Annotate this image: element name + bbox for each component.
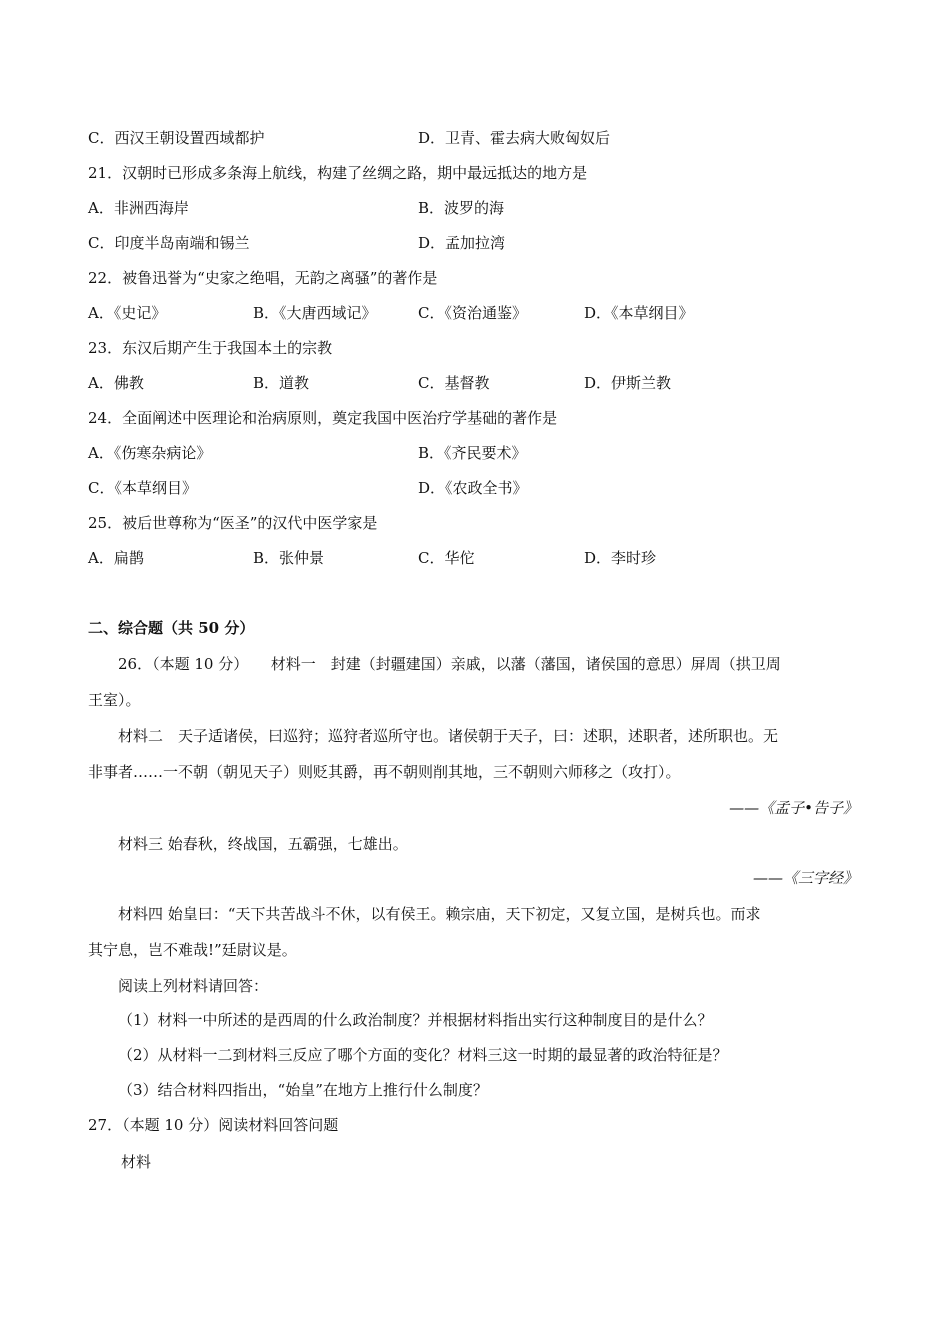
q21-option-d: D．孟加拉湾 <box>418 234 506 252</box>
q27-stem: 27．（本题 10 分）阅读材料回答问题 <box>88 1116 339 1134</box>
q25-stem: 25．被后世尊称为“医圣”的汉代中医学家是 <box>88 514 378 532</box>
q22-option-b: B．《大唐西域记》 <box>253 304 377 322</box>
q24-option-c: C．《本草纲目》 <box>88 479 197 497</box>
q22-option-d: D．《本草纲目》 <box>584 304 694 322</box>
q26-material-2-source: ——《孟子•告子》 <box>729 799 858 817</box>
section-heading: 二、综合题（共 50 分） <box>88 619 255 637</box>
q26-subquestion-3: （3）结合材料四指出，“始皇”在地方上推行什么制度？ <box>118 1081 488 1099</box>
q20-option-c: C．西汉王朝设置西域都护 <box>88 129 265 147</box>
q21-option-b: B．波罗的海 <box>418 199 505 217</box>
q26-material-3: 材料三 始春秋，终战国，五霸强，七雄出。 <box>118 835 408 853</box>
q24-option-a: A．《伤寒杂病论》 <box>88 444 212 462</box>
q21-option-c: C．印度半岛南端和锡兰 <box>88 234 250 252</box>
q26-material-3-source: ——《三字经》 <box>752 869 858 887</box>
q22-option-a: A．《史记》 <box>88 304 167 322</box>
q23-option-a: A．佛教 <box>88 374 144 392</box>
q25-option-d: D．李时珍 <box>584 549 657 567</box>
q23-option-b: B．道教 <box>253 374 310 392</box>
q26-material-2-line2: 非事者……一不朝（朝见天子）则贬其爵，再不朝则削其地，三不朝则六师移之（攻打）。 <box>88 763 681 781</box>
q26-subquestion-1: （1）材料一中所述的是西周的什么政治制度？并根据材料指出实行这种制度目的是什么？ <box>118 1011 713 1029</box>
q26-material-2-line1: 材料二 天子适诸侯，曰巡狩；巡狩者巡所守也。诸侯朝于天子，曰：述职，述职者，述所职也。无 <box>118 727 779 745</box>
q26-material-1-line2: 王室）。 <box>88 691 141 709</box>
q20-option-d: D．卫青、霍去病大败匈奴后 <box>418 129 611 147</box>
q25-option-c: C．华佗 <box>418 549 475 567</box>
q21-option-a: A．非洲西海岸 <box>88 199 189 217</box>
q22-stem: 22．被鲁迅誉为“史家之绝唱，无韵之离骚”的著作是 <box>88 269 438 287</box>
q24-option-d: D．《农政全书》 <box>418 479 528 497</box>
q26-prompt: 阅读上列材料请回答： <box>118 977 269 995</box>
q24-option-b: B．《齐民要术》 <box>418 444 527 462</box>
q23-option-d: D．伊斯兰教 <box>584 374 672 392</box>
q25-option-b: B．张仲景 <box>253 549 325 567</box>
q22-option-c: C．《资治通鉴》 <box>418 304 527 322</box>
q27-material-label: 材料 <box>121 1153 152 1171</box>
q23-option-c: C．基督教 <box>418 374 490 392</box>
q23-stem: 23．东汉后期产生于我国本土的宗教 <box>88 339 333 357</box>
q26-material-4-line2: 其宁息，岂不难哉!”廷尉议是。 <box>88 941 297 959</box>
q26-subquestion-2: （2）从材料一二到材料三反应了哪个方面的变化？材料三这一时期的最显著的政治特征是？ <box>118 1046 728 1064</box>
q26-material-1-line1: 26．（本题 10 分） 材料一 封建（封疆建国）亲戚，以藩（藩国，诸侯国的意思）屏周（拱卫周 <box>118 655 781 673</box>
q24-stem: 24．全面阐述中医理论和治病原则，奠定我国中医治疗学基础的著作是 <box>88 409 558 427</box>
q26-material-4-line1: 材料四 始皇曰：“天下共苦战斗不休，以有侯王。赖宗庙，天下初定，又复立国，是树兵也。而求 <box>118 905 761 923</box>
q25-option-a: A．扁鹊 <box>88 549 144 567</box>
q21-stem: 21．汉朝时已形成多条海上航线，构建了丝绸之路，期中最远抵达的地方是 <box>88 164 588 182</box>
